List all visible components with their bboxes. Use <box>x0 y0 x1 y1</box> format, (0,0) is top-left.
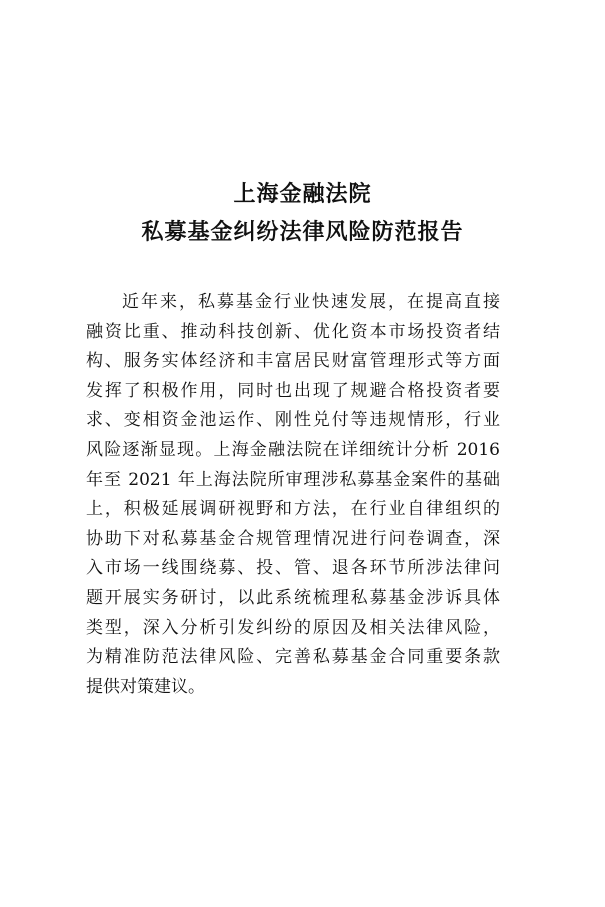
paragraph-line: 类型，深入分析引发纠纷的原因及相关法律风险， <box>86 617 500 638</box>
paragraph-line: 提供对策建议。 <box>86 676 205 697</box>
paragraph-line: 协助下对私募基金合规管理情况进行问卷调查，深 <box>86 528 500 549</box>
paragraph-line: 为精准防范法律风险、完善私募基金合同重要条款 <box>86 647 500 668</box>
paragraph-line: 近年来，私募基金行业快速发展，在提高直接 <box>122 292 500 312</box>
paragraph-line: 入市场一线围绕募、投、管、退各环节所涉法律问 <box>86 558 500 579</box>
paragraph-line: 融资比重、推动科技创新、优化资本市场投资者结 <box>86 321 500 342</box>
intro-paragraph <box>86 288 500 702</box>
title-report-name: 私募基金纠纷法律风险防范报告 <box>141 220 464 245</box>
paragraph-line: 年至 2021 年上海法院所审理涉私募基金案件的基础 <box>86 469 500 490</box>
paragraph-line: 发挥了积极作用，同时也出现了规避合格投资者要 <box>86 380 500 401</box>
paragraph-line: 求、变相资金池运作、刚性兑付等违规情形，行业 <box>86 410 500 431</box>
paragraph-line: 风险逐渐显现。上海金融法院在详细统计分析 2016 <box>86 439 500 460</box>
paragraph-line: 题开展实务研讨，以此系统梳理私募基金涉诉具体 <box>86 587 500 608</box>
paragraph-line: 上，积极延展调研视野和方法，在行业自律组织的 <box>86 499 500 520</box>
paragraph-line: 构、服务实体经济和丰富居民财富管理形式等方面 <box>86 351 500 372</box>
report-title <box>0 176 605 252</box>
title-court-name: 上海金融法院 <box>233 182 372 207</box>
